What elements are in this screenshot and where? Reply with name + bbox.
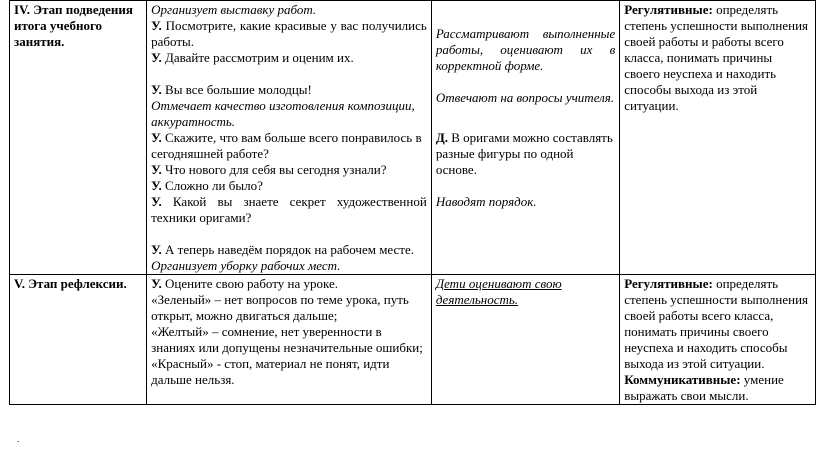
speaker-prefix: У. (151, 194, 162, 209)
table-body (10, 1, 816, 405)
spacer (436, 106, 615, 130)
spacer (436, 2, 615, 26)
line-text: Организует уборку рабочих мест. (151, 258, 341, 273)
table-row (10, 1, 816, 275)
line-text: определять степень успешности выполнения своей работы всего класса, понимать причины своего неуспеха и находить способы выхода из этой ситуации. (624, 276, 809, 371)
line-text: Вы все большие молодцы! (161, 82, 312, 97)
footnote-mark: . (17, 434, 20, 444)
uud-paragraph (624, 372, 811, 404)
text-line (151, 258, 427, 274)
competence-label: Регулятивные: (624, 276, 713, 291)
text-line (151, 292, 427, 324)
speaker-prefix: У. (151, 178, 162, 193)
speaker-prefix: У. (151, 162, 162, 177)
speaker-prefix: У. (151, 276, 162, 291)
stage-cell: IV. Этап подведения итога учебного занятия. (10, 1, 147, 275)
line-text: В оригами можно составлять разные фигуры по одной основе. (435, 130, 613, 177)
speaker-prefix: У. (151, 130, 162, 145)
line-text: Какой вы знаете секрет художественной техники оригами? (151, 194, 427, 225)
competence-label: Регулятивные: (624, 2, 713, 17)
text-line (151, 50, 427, 66)
line-text: Что нового для себя вы сегодня узнали? (161, 162, 387, 177)
line-text: Отмечает качество изготовления композиции, аккуратность. (151, 98, 415, 129)
line-text: Отвечают на вопросы учителя. (435, 90, 615, 105)
speaker-prefix: У. (151, 242, 162, 257)
lesson-plan-table (9, 0, 816, 405)
spacer (151, 66, 427, 82)
text-line (436, 276, 615, 308)
spacer (436, 74, 615, 90)
line-text: Давайте рассмотрим и оценим их. (161, 50, 354, 65)
line-text: умение выражать свои мысли. (624, 372, 784, 403)
spacer (151, 226, 427, 242)
line-text: «Желтый» – сомнение, нет уверенности в знаниях или допущены незначительные ошибки; (151, 324, 423, 355)
line-text: «Красный» - стоп, материал не понят, идти дальше нельзя. (151, 356, 390, 387)
line-text: Сложно ли было? (161, 178, 263, 193)
line-text: А теперь наведём порядок на рабочем месте. (161, 242, 414, 257)
line-text: определять степень успешности выполнения своей работы и работы всего класса, понимать причины своего неуспеха и находить способы выхода из этой ситуации. (624, 2, 809, 113)
text-line (151, 324, 427, 356)
teacher-activity-cell (147, 1, 432, 275)
text-line (151, 98, 427, 130)
line-text: Организует выставку работ. (151, 2, 317, 17)
line-text: Наводят порядок. (435, 194, 537, 209)
text-line (151, 194, 427, 226)
stage-cell: V. Этап рефлексии. (10, 275, 147, 405)
student-activity-cell (431, 1, 619, 275)
uud-cell (620, 1, 816, 275)
text-line (151, 276, 427, 292)
text-line (151, 162, 427, 178)
teacher-activity-cell (147, 275, 432, 405)
line-text: Рассматривают выполненные работы, оценивают их в корректной форме. (435, 26, 616, 73)
text-line (436, 130, 615, 178)
text-line (436, 90, 615, 106)
speaker-prefix: Д. (435, 130, 449, 145)
line-text: Скажите, что вам больше всего понравилось в сегодняшней работе? (151, 130, 422, 161)
line-text: Оцените свою работу на уроке. (161, 276, 339, 291)
uud-paragraph (624, 2, 811, 114)
text-line (151, 130, 427, 162)
text-line (151, 242, 427, 258)
text-line (436, 26, 615, 74)
text-line (151, 18, 427, 50)
student-activity-cell (431, 275, 619, 405)
line-text: «Зеленый» – нет вопросов по теме урока, путь открыт, можно двигаться дальше; (151, 292, 409, 323)
text-line (151, 356, 427, 388)
spacer (436, 178, 615, 194)
text-line (151, 2, 427, 18)
competence-label: Коммуникативные: (624, 372, 741, 387)
line-text: Посмотрите, какие красивые у вас получились работы. (151, 18, 427, 49)
line-text: Дети оценивают свою деятельность. (435, 276, 562, 307)
speaker-prefix: У. (151, 82, 162, 97)
uud-paragraph (624, 276, 811, 372)
speaker-prefix: У. (151, 18, 162, 33)
text-line (151, 82, 427, 98)
uud-cell (620, 275, 816, 405)
table-row (10, 275, 816, 405)
speaker-prefix: У. (151, 50, 162, 65)
text-line (436, 194, 615, 210)
text-line (151, 178, 427, 194)
